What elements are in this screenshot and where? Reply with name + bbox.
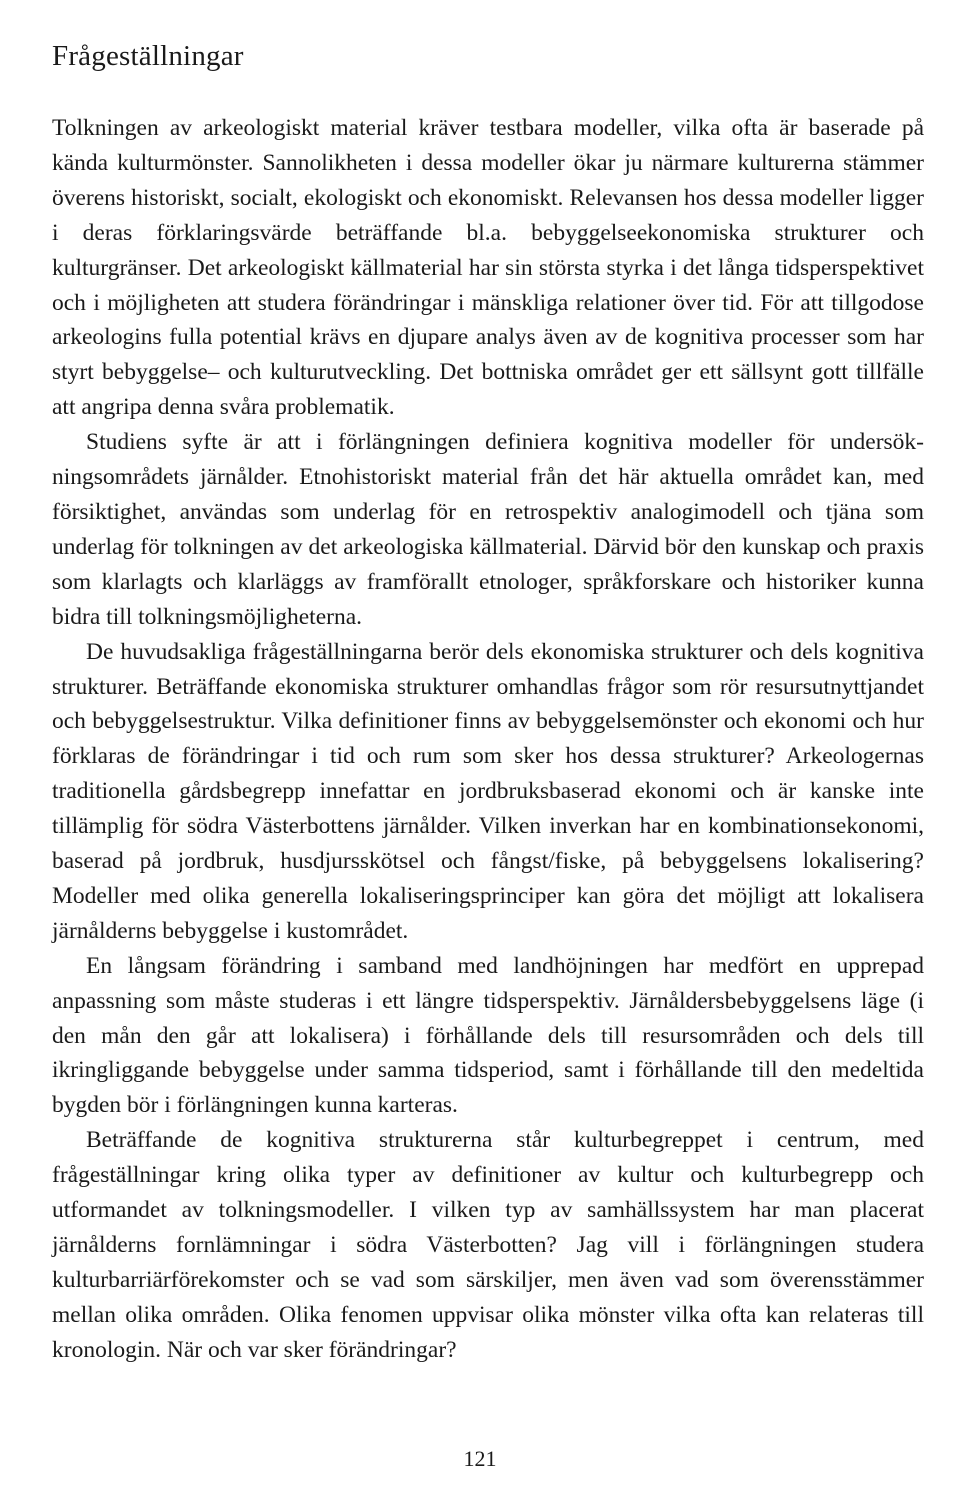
- paragraph-3: De huvudsakliga frågeställningarna berör dels ekonomiska strukturer och dels kognitiva strukturer. Beträffande ekonomiska strukturer omhandlas frågor som rör resursutnyttjandet och bebyggelsestruktur. Vilka definitioner finns av bebyggelsemönster och ekonomi och hur förklaras de förändringar i tid och rum som sker hos dessa strukturer? Arkeologernas traditionella gårdsbegrepp innefattar en jordbruksbaserad ekonomi och är kanske inte tillämplig för södra Västerbottens järnålder. Vilken inverkan har en kombinationsekonomi, baserad på jordbruk, husdjursskötsel och fångst/fiske, på bebyggelsens lokalisering? Modeller med olika generella lokaliseringsprinciper kan göra det möjligt att lokalisera järnålderns bebyggelse i kustområdet.: [52, 638, 924, 944]
- paragraph-2: Studiens syfte är att i förlängningen definiera kognitiva modeller för undersökningsområdets järnålder. Etnohistoriskt material från det här aktuella området kan, med försiktighet, användas som underlag för en retrospektiv analogimodell och tjäna som underlag för tolkningen av det arkeologiska källmaterial. Därvid bör den kunskap och praxis som klarlagts och klarläggs av framförallt etnologer, språkforskare och historiker kunna bidra till tolkningsmöjligheterna.: [52, 429, 924, 630]
- section-heading: Frågeställningar: [52, 40, 244, 72]
- paragraph-1: Tolkningen av arkeologiskt material kräver testbara modeller, vilka ofta är baserade på kända kulturmönster. Sannolikheten i dessa modeller ökar ju närmare kulturerna stämmer överens historiskt, socialt, ekologiskt och ekonomiskt. Relevansen hos dessa modeller ligger i deras förklaringsvärde beträffande bl.a. bebyggelseekonomiska strukturer och kulturgränser. Det arkeologiskt källmaterial har sin största styrka i det långa tidsperspektivet och i möjligheten att studera förändringar i mänskliga relationer över tid. För att tillgodose arkeologins fulla potential krävs en djupare analys även av de kognitiva processer som har styrt bebyggelse– och kulturutveckling. Det bottniska området ger ett sällsynt gott tillfälle att angripa denna svåra problematik.: [52, 115, 924, 421]
- paragraph-4: En långsam förändring i samband med landhöjningen har medfört en upprepad anpassning som måste studeras i ett längre tidsperspektiv. Järnåldersbebyggelsens läge (i den mån den går att lokalisera) i förhållande dels till resursområden och dels till ikringliggande bebyggelse under samma tidsperiod, samt i förhållande till den medeltida bygden bör i förlängningen kunna karteras.: [52, 952, 924, 1119]
- page-number: 121: [463, 1446, 497, 1471]
- body-text: [52, 111, 924, 1368]
- paragraph-5: Beträffande de kognitiva strukturerna står kulturbegreppet i centrum, med frågeställningar kring olika typer av definitioner av kultur och kulturbegrepp och utformandet av tolkningsmodeller. I vilken typ av samhällssystem har man placerat järnålderns fornlämningar i södra Västerbotten? Jag vill i förlängningen studera kulturbarriärförekomster och se vad som särskiljer, men även vad som överensstämmer mellan olika områden. Olika fenomen uppvisar olika mönster vilka ofta kan relateras till kronologin. När och var sker förändringar?: [52, 1127, 924, 1363]
